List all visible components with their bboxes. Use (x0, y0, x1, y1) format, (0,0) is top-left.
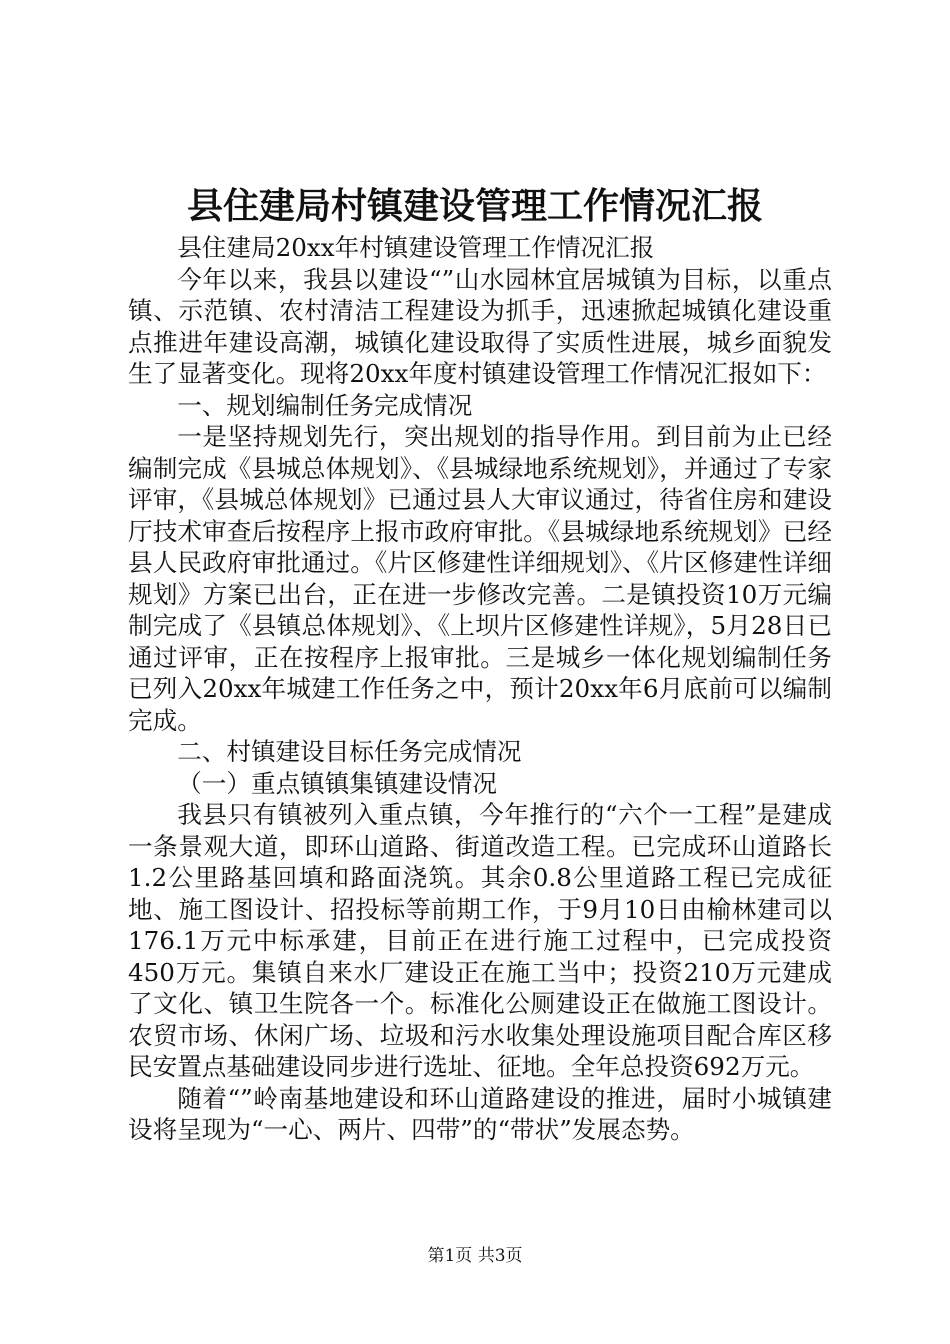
document-body (128, 232, 832, 1146)
page-number-footer: 第1页 共3页 (427, 1246, 523, 1266)
subsection-heading-key-towns: （一）重点镇镇集镇建设情况 (177, 768, 497, 798)
intro-paragraph: 今年以来，我县以建设“”山水园林宜居城镇为目标，以重点镇、示范镇、农村清洁工程建设为抓手，迅速掀起城镇化建设重点推进年建设高潮，城镇化建设取得了实质性进展，城乡面貌发生了显著变化。现将20xx年度村镇建设管理工作情况汇报如下： (128, 264, 832, 388)
report-subtitle-paragraph: 县住建局20xx年村镇建设管理工作情况汇报 (177, 233, 655, 262)
outlook-paragraph: 随着“”岭南基地建设和环山道路建设的推进，届时小城镇建设将呈现为“一心、两片、四带”的“带状”发展态势。 (128, 1083, 832, 1144)
section-heading-construction: 二、村镇建设目标任务完成情况 (177, 737, 522, 766)
key-towns-paragraph: 我县只有镇被列入重点镇，今年推行的“六个一工程”是建成一条景观大道，即环山道路、街道改造工程。已完成环山道路长1.2公里路基回填和路面浇筑。其余0.8公里道路工程已完成征地、施工图设计、招投标等前期工作，于9月10日由榆林建司以176.1万元中标承建，目前正在进行施工过程中，已完成投资450万元。集镇自来水厂建设正在施工当中；投资210万元建成了文化、镇卫生院各一个。标准化公厕建设正在做施工图设计。农贸市场、休闲广场、垃圾和污水收集处理设施项目配合库区移民安置点基础建设同步进行选址、征地。全年总投资692万元。 (128, 800, 832, 1081)
planning-paragraph: 一是坚持规划先行，突出规划的指导作用。到目前为止已经编制完成《县城总体规划》、《县城绿地系统规划》，并通过了专家评审，《县城总体规划》已通过县人大审议通过，待省住房和建设厅技术审查后按程序上报市政府审批。《县城绿地系统规划》已经县人民政府审批通过。《片区修建性详细规划》、《片区修建性详细规划》方案已出台，正在进一步修改完善。二是镇投资10万元编制完成了《县镇总体规划》、《上坝片区修建性详规》，5月28日已通过评审，正在按程序上报审批。三是城乡一体化规划编制任务已列入20xx年城建工作任务之中，预计20xx年6月底前可以编制完成。 (128, 422, 832, 735)
document-title: 县住建局村镇建设管理工作情况汇报 (186, 185, 763, 227)
section-heading-planning: 一、规划编制任务完成情况 (177, 390, 473, 420)
